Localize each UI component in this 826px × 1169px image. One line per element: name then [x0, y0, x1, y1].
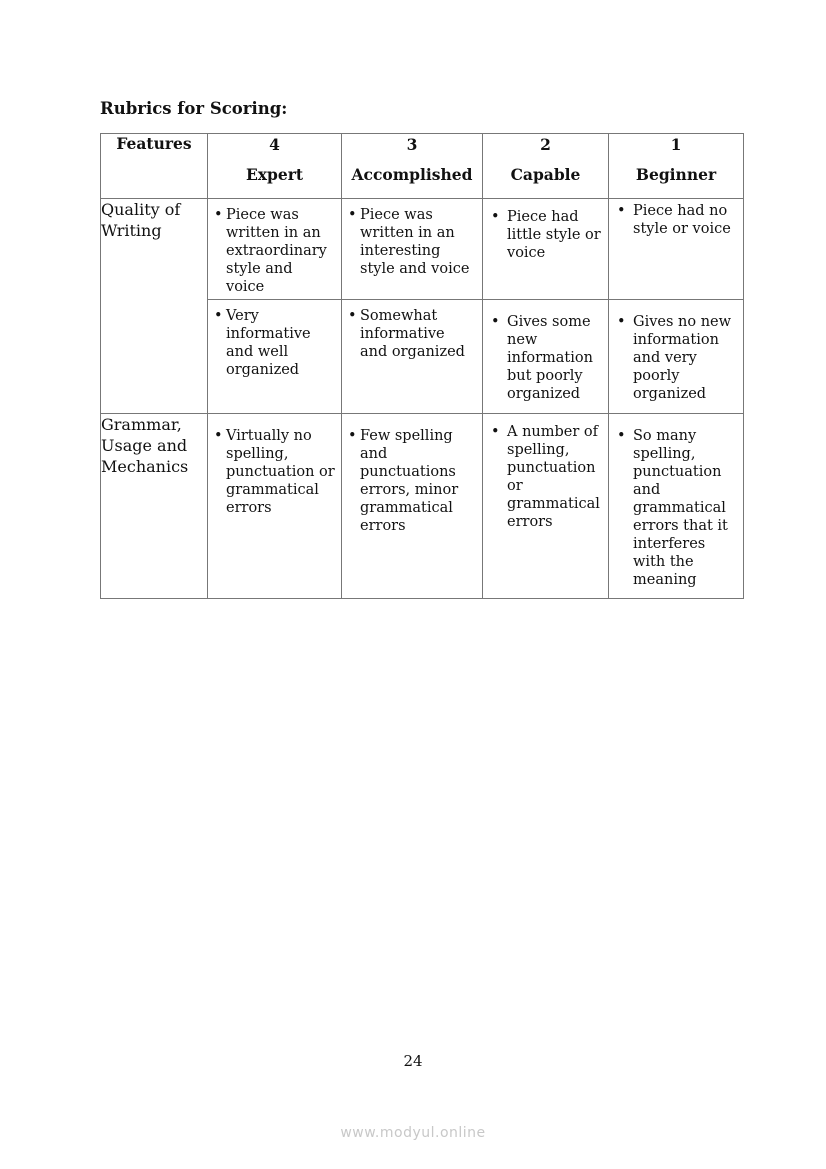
- page-heading: Rubrics for Scoring:: [100, 99, 288, 118]
- criteria-cell: [483, 414, 609, 599]
- page-number: 24: [403, 1052, 423, 1070]
- criteria-cell: [342, 300, 483, 414]
- criteria-item: • Virtually no spelling, punctuation or grammatical errors: [208, 427, 341, 517]
- criteria-item: • Piece was written in an extraordinary style and voice: [208, 206, 341, 296]
- level-name: Beginner: [635, 165, 717, 184]
- level-name: Expert: [245, 165, 304, 184]
- criteria-item: • Gives no new information and very poorly organized: [609, 313, 743, 403]
- criteria-cell: [342, 199, 483, 300]
- level-header-expert: [208, 134, 342, 199]
- table-row: [101, 414, 744, 599]
- criteria-item: • A number of spelling, punctuation or grammatical errors: [483, 423, 608, 531]
- level-score: 3: [406, 135, 418, 154]
- rubric-table: [100, 133, 744, 599]
- criteria-item: • Piece was written in an interesting style and voice: [342, 206, 482, 278]
- header-row: [101, 134, 744, 199]
- criteria-cell: [609, 414, 744, 599]
- level-score: 1: [670, 135, 682, 154]
- criteria-item: • Piece had no style or voice: [609, 202, 743, 238]
- criteria-item: • Piece had little style or voice: [483, 208, 608, 262]
- feature-quality-of-writing: Quality of Writing: [101, 199, 208, 414]
- criteria-cell: [483, 199, 609, 300]
- criteria-cell: [609, 199, 744, 300]
- level-header-beginner: [609, 134, 744, 199]
- criteria-cell: [342, 414, 483, 599]
- level-score: 4: [269, 135, 280, 154]
- criteria-item: • So many spelling, punctuation and grammatical errors that it interferes with the meaning: [609, 427, 743, 589]
- criteria-item: • Gives some new information but poorly organized: [483, 313, 608, 403]
- watermark: www.modyul.online: [340, 1125, 486, 1141]
- level-header-accomplished: [342, 134, 483, 199]
- level-name: Accomplished: [351, 165, 473, 184]
- level-name: Capable: [510, 165, 581, 184]
- level-score: 2: [540, 135, 551, 154]
- criteria-item: • Very informative and well organized: [208, 307, 341, 379]
- feature-grammar-usage-mechanics: Grammar, Usage and Mechanics: [101, 414, 208, 599]
- criteria-cell: [208, 414, 342, 599]
- criteria-cell: [208, 199, 342, 300]
- criteria-cell: [483, 300, 609, 414]
- level-header-capable: [483, 134, 609, 199]
- criteria-cell: [609, 300, 744, 414]
- criteria-item: • Few spelling and punctuations errors, minor grammatical errors: [342, 427, 482, 535]
- features-header: Features: [101, 134, 208, 199]
- criteria-item: • Somewhat informative and organized: [342, 307, 482, 361]
- table-row: [101, 199, 744, 300]
- criteria-cell: [208, 300, 342, 414]
